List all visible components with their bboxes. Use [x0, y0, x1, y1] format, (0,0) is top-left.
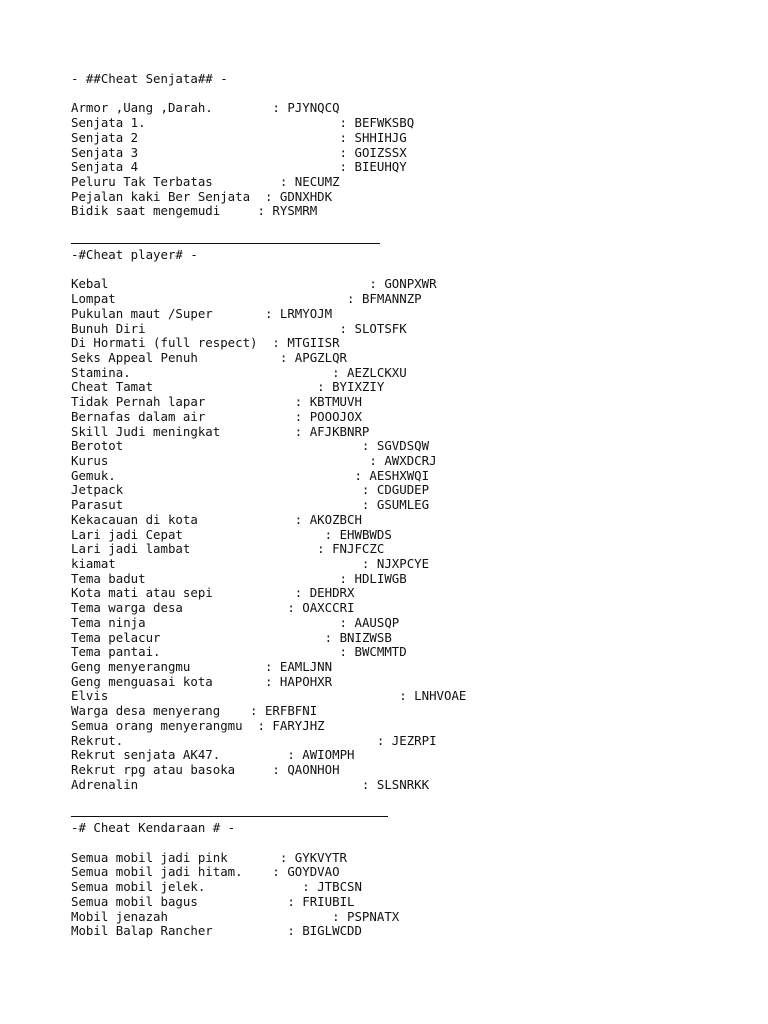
cheat-row — [71, 513, 751, 528]
cheat-code: BFMANNZP — [361, 291, 422, 307]
cheat-code: AAUSQP — [354, 614, 400, 630]
cheat-code: JEZRPI — [391, 732, 437, 748]
cheat-label: Stamina. : — [71, 364, 348, 380]
cheat-code: GOIZSSX — [354, 144, 407, 160]
cheat-label: Tema pelacur : — [71, 629, 340, 645]
cheat-code: SHHIHJG — [354, 129, 407, 145]
cheat-row — [71, 395, 751, 410]
cheat-row — [71, 601, 751, 616]
cheat-label: Mobil jenazah : — [71, 908, 348, 924]
cheat-label: Skill Judi meningkat : — [71, 423, 310, 439]
cheat-label: Armor ,Uang ,Darah. : — [71, 100, 288, 116]
cheat-code: PJYNQCQ — [287, 100, 340, 116]
cheat-label: Tema pantai. : — [71, 644, 355, 660]
cheat-row — [71, 336, 751, 351]
cheat-row — [71, 734, 751, 749]
cheat-label: Jetpack : — [71, 482, 377, 498]
cheat-row — [71, 277, 751, 292]
cheat-code: QAONHOH — [287, 762, 340, 778]
cheat-row — [71, 425, 751, 440]
cheat-label: Semua mobil bagus : — [71, 893, 303, 909]
cheat-code: BYIXZIY — [332, 379, 385, 395]
cheat-row — [71, 366, 751, 381]
cheat-code: CDGUDEP — [376, 482, 430, 498]
cheat-label: Pukulan maut /Super : — [71, 305, 280, 321]
cheat-code: SLSNRKK — [376, 776, 430, 792]
cheat-row — [71, 483, 751, 498]
cheat-label: Di Hormati (full respect) : — [71, 335, 288, 351]
cheat-row — [71, 542, 751, 557]
divider-rule — [71, 243, 380, 244]
cheat-row — [71, 146, 751, 161]
cheat-code: AESHXWQI — [369, 467, 430, 483]
cheat-label: Bidik saat mengemudi : — [71, 203, 273, 219]
cheat-label: Geng menyerangmu : — [71, 659, 280, 675]
divider-rule — [71, 816, 388, 817]
cheat-code: BWCMMTD — [354, 644, 407, 660]
cheat-code: FARYJHZ — [272, 717, 325, 733]
cheat-row — [71, 351, 751, 366]
cheat-code: GOYDVAO — [287, 864, 340, 880]
cheat-label: Bunuh Diri : — [71, 320, 355, 336]
section-heading-senjata: - ##Cheat Senjata## - — [71, 71, 228, 86]
cheat-row — [71, 175, 751, 190]
cheat-label: Lompat : — [71, 291, 362, 307]
cheat-code: NJXPCYE — [376, 556, 430, 571]
cheat-label: kiamat : — [71, 556, 377, 571]
cheat-row — [71, 616, 751, 631]
cheat-row — [71, 572, 751, 587]
cheat-code: KBTMUVH — [309, 394, 362, 410]
cheat-label: Senjata 4 : — [71, 159, 355, 175]
cheat-row — [71, 439, 751, 454]
cheat-label: Bernafas dalam air : — [71, 408, 310, 424]
spacer — [71, 793, 751, 808]
cheat-label: Senjata 1. : — [71, 115, 355, 131]
cheat-code: JTBCSN — [317, 879, 362, 895]
cheat-code: EHWBWDS — [339, 526, 392, 542]
cheat-row — [71, 469, 751, 484]
cheat-row — [71, 498, 751, 513]
cheat-row — [71, 116, 751, 131]
cheat-label: Elvis : — [71, 688, 415, 704]
cheat-code: LRMYOJM — [279, 305, 333, 321]
cheat-row — [71, 645, 751, 660]
cheat-label: Pejalan kaki Ber Senjata : — [71, 188, 280, 204]
cheat-code: PSPNATX — [347, 908, 400, 924]
cheat-label: Semua orang menyerangmu : — [71, 717, 273, 733]
cheat-code: NECUMZ — [294, 174, 340, 190]
cheat-row — [71, 778, 751, 793]
cheat-label: Kekacauan di kota : — [71, 511, 310, 527]
spacer — [71, 219, 751, 234]
cheat-code: GONPXWR — [384, 276, 437, 292]
cheat-code: OAXCCRI — [302, 600, 355, 616]
cheat-code: LNHVOAE — [414, 688, 467, 704]
cheat-row — [71, 660, 751, 675]
cheat-label: Cheat Tamat : — [71, 379, 333, 395]
cheat-row — [71, 631, 751, 646]
cheat-label: Lari jadi lambat : — [71, 541, 333, 557]
cheat-row — [71, 410, 751, 425]
cheat-row — [71, 704, 751, 719]
cheat-label: Seks Appeal Penuh : — [71, 349, 295, 365]
cheat-code: AKOZBCH — [309, 511, 362, 527]
cheat-row — [71, 528, 751, 543]
cheat-code: ERFBFNI — [264, 703, 318, 719]
cheat-list-senjata — [71, 101, 751, 219]
cheat-code: HDLIWGB — [354, 570, 407, 586]
cheat-label: Adrenalin : — [71, 776, 377, 792]
cheat-row — [71, 322, 751, 337]
cheat-label: Semua mobil jadi hitam. : — [71, 864, 288, 880]
cheat-row — [71, 292, 751, 307]
cheat-row — [71, 131, 751, 146]
cheat-row — [71, 719, 751, 734]
cheat-code: HAPOHXR — [279, 673, 333, 689]
cheat-label: Tema ninja : — [71, 614, 355, 630]
cheat-label: Geng menguasai kota : — [71, 673, 280, 689]
cheat-row — [71, 763, 751, 778]
cheat-code: AEZLCKXU — [347, 364, 407, 380]
cheat-code: AWIOMPH — [302, 747, 355, 763]
cheat-label: Rekrut. : — [71, 732, 392, 748]
cheat-code: BIGLWCDD — [302, 923, 362, 939]
cheat-label: Rekrut senjata AK47. : — [71, 747, 303, 763]
cheat-label: Kebal : — [71, 276, 385, 292]
cheat-label: Senjata 2 : — [71, 129, 355, 145]
section-heading-player: -#Cheat player# - — [71, 246, 198, 262]
cheat-code: GDNXHDK — [279, 188, 333, 204]
cheat-row — [71, 557, 751, 572]
cheat-code: GSUMLEG — [376, 497, 430, 513]
cheat-code: BIEUHQY — [354, 159, 407, 175]
cheat-code: SGVDSQW — [376, 438, 430, 454]
cheat-label: Mobil Balap Rancher : — [71, 923, 303, 939]
cheat-code: BEFWKSBQ — [354, 115, 415, 131]
cheat-label: Peluru Tak Terbatas : — [71, 174, 295, 190]
spacer — [71, 87, 751, 102]
cheat-document — [71, 72, 751, 939]
cheat-label: Parasut : — [71, 497, 377, 513]
cheat-label: Semua mobil jelek. : — [71, 879, 318, 895]
cheat-row — [71, 101, 751, 116]
cheat-code: APGZLQR — [294, 349, 348, 365]
cheat-row — [71, 924, 751, 939]
cheat-code: POOOJOX — [309, 408, 362, 424]
cheat-row — [71, 204, 751, 219]
cheat-row — [71, 454, 751, 469]
cheat-row — [71, 865, 751, 880]
cheat-label: Tema badut : — [71, 570, 355, 586]
cheat-label: Kota mati atau sepi : — [71, 585, 310, 601]
cheat-code: MTGIISR — [287, 335, 340, 351]
cheat-label: Gemuk. : — [71, 467, 370, 483]
cheat-row — [71, 190, 751, 205]
cheat-code: DEHDRX — [309, 585, 355, 601]
cheat-label: Warga desa menyerang : — [71, 703, 265, 719]
cheat-code: FNJFCZC — [332, 541, 385, 557]
cheat-row — [71, 160, 751, 175]
cheat-label: Tidak Pernah lapar : — [71, 394, 310, 410]
cheat-label: Berotot : — [71, 438, 377, 454]
cheat-code: AWXDCRJ — [384, 452, 437, 468]
cheat-label: Rekrut rpg atau basoka : — [71, 762, 288, 778]
cheat-list-kendaraan — [71, 851, 751, 939]
cheat-label: Lari jadi Cepat : — [71, 526, 340, 542]
cheat-row — [71, 586, 751, 601]
cheat-list-player — [71, 277, 751, 792]
cheat-code: AFJKBNRP — [309, 423, 370, 439]
cheat-code: BNIZWSB — [339, 629, 392, 645]
cheat-label: Semua mobil jadi pink : — [71, 849, 295, 865]
cheat-row — [71, 851, 751, 866]
cheat-row — [71, 675, 751, 690]
cheat-row — [71, 748, 751, 763]
cheat-code: SLOTSFK — [354, 320, 407, 336]
cheat-code: EAMLJNN — [279, 659, 333, 675]
cheat-label: Senjata 3 : — [71, 144, 355, 160]
spacer — [71, 836, 751, 851]
cheat-code: RYSMRM — [272, 203, 318, 219]
cheat-row — [71, 689, 751, 704]
cheat-row — [71, 880, 751, 895]
cheat-row — [71, 380, 751, 395]
section-heading-kendaraan: -# Cheat Kendaraan # - — [71, 820, 236, 836]
cheat-label: Kurus : — [71, 452, 385, 468]
cheat-row — [71, 895, 751, 910]
cheat-code: GYKVYTR — [294, 849, 348, 865]
cheat-label: Tema warga desa : — [71, 600, 303, 616]
cheat-row — [71, 307, 751, 322]
spacer — [71, 263, 751, 278]
cheat-row — [71, 910, 751, 925]
cheat-code: FRIUBIL — [302, 893, 355, 909]
